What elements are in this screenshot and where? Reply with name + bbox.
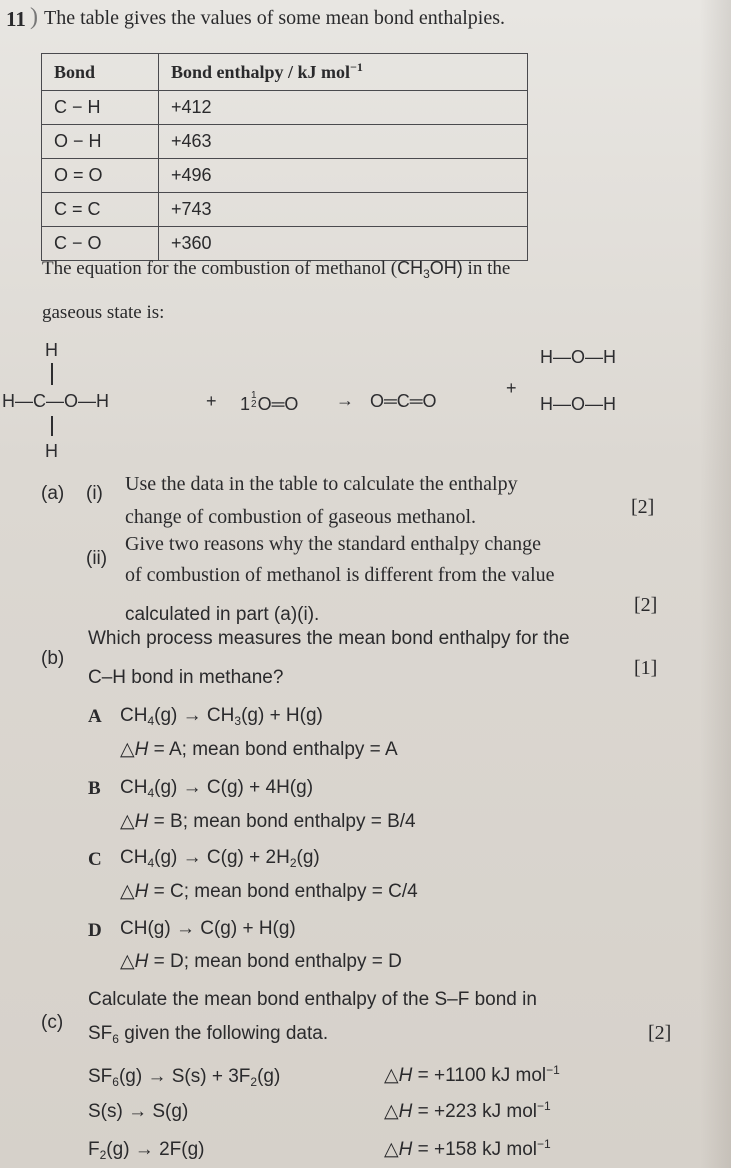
part-a-i-marks: [2] bbox=[631, 496, 655, 518]
option-a-enthalpy: △H = A; mean bond enthalpy = A bbox=[120, 739, 398, 760]
table-cell-bond: C − H bbox=[42, 91, 159, 125]
part-a-ii-marks: [2] bbox=[634, 594, 658, 616]
option-d-letter: D bbox=[88, 920, 102, 941]
table-cell-bond: C − O bbox=[42, 227, 159, 261]
table-row bbox=[42, 227, 528, 261]
part-b-marks: [1] bbox=[634, 657, 658, 679]
part-a-i-text: change of combustion of gaseous methanol. bbox=[125, 506, 477, 528]
table-cell-bond: C = C bbox=[42, 193, 159, 227]
water-molecule: H—O—H bbox=[540, 394, 616, 414]
table-row bbox=[42, 125, 528, 159]
table-header-bond: Bond bbox=[42, 54, 159, 91]
part-c-text: Calculate the mean bond enthalpy of the S–F bond in bbox=[88, 989, 537, 1010]
option-c-enthalpy: △H = C; mean bond enthalpy = C/4 bbox=[120, 881, 418, 902]
option-a-equation: $CH_4(g) \to CH_3(g) + H(g)$ bbox=[120, 705, 323, 728]
part-a-i-text: Use the data in the table to calculate the enthalpy bbox=[125, 473, 518, 495]
option-c-letter: C bbox=[88, 849, 102, 870]
oxygen-coefficient: 11 2O═O bbox=[240, 390, 299, 414]
table-row bbox=[42, 159, 528, 193]
bond-enthalpy-table bbox=[41, 53, 528, 261]
page-edge-shadow bbox=[700, 0, 731, 1168]
plus-sign: + bbox=[506, 378, 517, 398]
part-b-text: C–H bond in methane? bbox=[88, 667, 284, 688]
part-a-ii-text: Give two reasons why the standard enthalpy change bbox=[125, 533, 541, 555]
table-cell-value: +463 bbox=[159, 125, 528, 159]
table-cell-value: +412 bbox=[159, 91, 528, 125]
option-c-equation: $CH_4(g) \to C(g) + 2H_2(g)$ bbox=[120, 847, 320, 870]
plus-sign: + bbox=[206, 391, 217, 411]
part-a-ii-text: calculated in part (a)(i). bbox=[125, 604, 320, 625]
table-header-enthalpy: Bond enthalpy / kJ mol$^{-1}$ bbox=[159, 54, 528, 91]
table-cell-value: +743 bbox=[159, 193, 528, 227]
water-molecule: H—O—H bbox=[540, 347, 616, 367]
option-a-letter: A bbox=[88, 706, 102, 727]
table-cell-bond: O = O bbox=[42, 159, 159, 193]
combustion-statement: The equation for the combustion of methanol $(CH_3OH)$ in the bbox=[42, 258, 511, 281]
methanol-top-h: H bbox=[45, 340, 58, 360]
table-cell-value: +360 bbox=[159, 227, 528, 261]
methanol-bottom-h: H bbox=[45, 441, 58, 461]
part-c-marks: [2] bbox=[648, 1022, 672, 1044]
part-a-ii-label: (ii) bbox=[86, 548, 108, 569]
part-b-label: (b) bbox=[41, 648, 65, 669]
table-cell-value: +496 bbox=[159, 159, 528, 193]
table-row bbox=[42, 91, 528, 125]
data-enthalpy: △H = +158 kJ mol$^{-1}$ bbox=[384, 1137, 551, 1160]
part-c-text: $SF_6$ given the following data. bbox=[88, 1023, 329, 1046]
data-enthalpy: △H = +1100 kJ mol$^{-1}$ bbox=[384, 1063, 560, 1086]
question-intro: The table gives the values of some mean bond enthalpies. bbox=[44, 7, 505, 29]
question-number-bracket: ) bbox=[30, 4, 38, 30]
option-b-letter: B bbox=[88, 778, 101, 799]
data-equation: $SF_6(g) \to S(s) + 3F_2(g)$ bbox=[88, 1066, 281, 1089]
option-b-enthalpy: △H = B; mean bond enthalpy = B/4 bbox=[120, 811, 416, 832]
combustion-statement-line2: gaseous state is: bbox=[42, 302, 165, 323]
part-b-text: Which process measures the mean bond enthalpy for the bbox=[88, 628, 570, 649]
methanol-structure: H—C—O—H bbox=[2, 391, 109, 411]
option-b-equation: $CH_4(g) \to C(g) + 4H(g)$ bbox=[120, 777, 314, 800]
carbon-dioxide: O═C═O bbox=[370, 391, 437, 411]
option-d-enthalpy: △H = D; mean bond enthalpy = D bbox=[120, 951, 402, 972]
table-header-row bbox=[42, 54, 528, 91]
part-a-label: (a) bbox=[41, 483, 65, 504]
data-equation: $F_2(g) \to 2F(g)$ bbox=[88, 1139, 205, 1162]
option-d-equation: CH(g) → C(g) + H(g) bbox=[120, 918, 296, 939]
bond-line bbox=[51, 363, 53, 385]
data-enthalpy: △H = +223 kJ mol$^{-1}$ bbox=[384, 1099, 551, 1122]
bond-line bbox=[51, 416, 53, 436]
question-number: 11 bbox=[6, 7, 26, 31]
part-c-label: (c) bbox=[41, 1012, 64, 1033]
data-equation: S(s) → S(g) bbox=[88, 1101, 189, 1122]
table-row bbox=[42, 193, 528, 227]
reaction-arrow: → bbox=[336, 390, 354, 410]
table-cell-bond: O − H bbox=[42, 125, 159, 159]
part-a-ii-text: of combustion of methanol is different from the value bbox=[125, 564, 555, 586]
part-a-i-label: (i) bbox=[86, 483, 103, 504]
